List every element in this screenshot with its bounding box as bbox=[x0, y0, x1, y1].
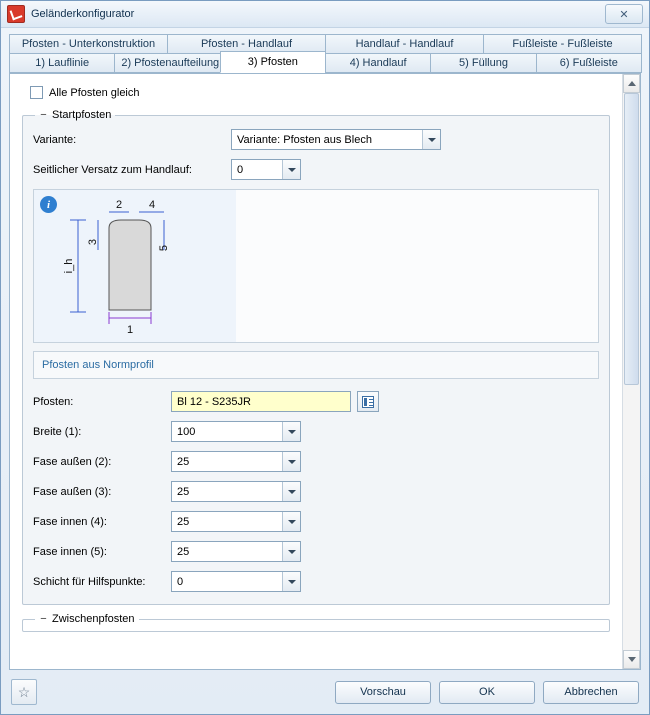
startpfosten-legend-label: Startpfosten bbox=[52, 109, 112, 121]
chevron-down-icon[interactable] bbox=[282, 542, 300, 561]
chevron-down-icon[interactable] bbox=[282, 160, 300, 179]
fase-aussen-3-row bbox=[33, 481, 599, 502]
pfosten-input[interactable]: Bl 12 - S235JR bbox=[171, 391, 351, 412]
chevron-down-icon[interactable] bbox=[282, 452, 300, 471]
schicht-hilfspunkte-label: Schicht für Hilfspunkte: bbox=[33, 575, 146, 588]
tab-pfosten[interactable]: 3) Pfosten bbox=[220, 51, 326, 73]
breite-select[interactable] bbox=[171, 421, 301, 442]
fase-aussen-2-row bbox=[33, 451, 599, 472]
star-icon: ☆ bbox=[17, 684, 31, 700]
app-logo-icon bbox=[7, 5, 25, 23]
tab-lauflinie[interactable]: 1) Lauflinie bbox=[9, 53, 115, 73]
tab-fuellung[interactable]: 5) Füllung bbox=[430, 53, 536, 73]
scrollbar-thumb[interactable] bbox=[624, 93, 639, 385]
window-title: Geländerkonfigurator bbox=[31, 8, 135, 20]
schicht-hilfspunkte-row bbox=[33, 571, 599, 592]
fase-innen-4-value: 25 bbox=[177, 515, 190, 528]
zwischenpfosten-legend-label: Zwischenpfosten bbox=[52, 613, 135, 625]
pfosten-picker-button[interactable] bbox=[357, 391, 379, 412]
post-profile-drawing bbox=[34, 190, 236, 342]
fase-aussen-3-value: 25 bbox=[177, 485, 190, 498]
favorite-button[interactable] bbox=[11, 679, 37, 705]
scroll-down-button[interactable] bbox=[623, 650, 640, 669]
tab-handlauf[interactable]: 4) Handlauf bbox=[325, 53, 431, 73]
zwischenpfosten-legend bbox=[35, 613, 139, 625]
chevron-down-icon[interactable] bbox=[282, 422, 300, 441]
fase-innen-4-row bbox=[33, 511, 599, 532]
arrow-down-icon bbox=[628, 657, 636, 662]
close-window-button[interactable]: ✕ bbox=[605, 4, 643, 24]
collapse-startpfosten-icon[interactable]: − bbox=[40, 109, 47, 121]
fase-aussen-2-select[interactable] bbox=[171, 451, 301, 472]
chevron-down-icon[interactable] bbox=[282, 572, 300, 591]
pfosten-form bbox=[10, 74, 622, 669]
fase-innen-5-select[interactable] bbox=[171, 541, 301, 562]
fase-innen-4-label: Fase innen (4): bbox=[33, 515, 107, 528]
chevron-down-icon[interactable] bbox=[282, 512, 300, 531]
tab-area bbox=[1, 28, 649, 73]
normprofil-link-box[interactable] bbox=[33, 351, 599, 379]
variant-label: Variante: bbox=[33, 133, 77, 146]
breite-label: Breite (1): bbox=[33, 425, 82, 438]
scrollbar-track[interactable] bbox=[623, 93, 640, 650]
fase-innen-5-value: 25 bbox=[177, 545, 190, 558]
pfosten-label: Pfosten: bbox=[33, 395, 74, 408]
profile-diagram-svg bbox=[34, 190, 236, 342]
all-posts-equal-label: Alle Pfosten gleich bbox=[49, 86, 140, 99]
offset-row bbox=[33, 159, 599, 180]
vorschau-button[interactable]: Vorschau bbox=[335, 681, 431, 704]
abbrechen-button[interactable]: Abbrechen bbox=[543, 681, 639, 704]
offset-label: Seitlicher Versatz zum Handlauf: bbox=[33, 163, 192, 176]
tab-pfostenaufteilung[interactable]: 2) Pfostenaufteilung bbox=[114, 53, 220, 73]
chevron-down-icon[interactable] bbox=[282, 482, 300, 501]
title-bar bbox=[1, 1, 649, 28]
vertical-scrollbar[interactable] bbox=[622, 74, 640, 669]
tab-handlauf-handlauf[interactable]: Handlauf - Handlauf bbox=[325, 34, 484, 54]
svg-text:1: 1 bbox=[126, 324, 134, 336]
tab-row-steps bbox=[9, 53, 641, 73]
variant-value: Variante: Pfosten aus Blech bbox=[237, 133, 372, 146]
fase-aussen-2-label: Fase außen (2): bbox=[33, 455, 112, 468]
fase-aussen-3-select[interactable] bbox=[171, 481, 301, 502]
scroll-up-button[interactable] bbox=[623, 74, 640, 93]
svg-text:i_h: i_h bbox=[63, 258, 75, 274]
pfosten-aus-normprofil-link[interactable]: Pfosten aus Normprofil bbox=[42, 359, 154, 371]
zwischenpfosten-group bbox=[22, 613, 610, 632]
collapse-zwischenpfosten-icon[interactable]: − bbox=[40, 613, 47, 625]
startpfosten-group bbox=[22, 109, 610, 605]
schicht-hilfspunkte-value: 0 bbox=[177, 575, 184, 588]
fase-innen-5-label: Fase innen (5): bbox=[33, 545, 107, 558]
info-icon: i bbox=[40, 196, 57, 213]
svg-text:2: 2 bbox=[115, 199, 123, 211]
tab-fussleiste[interactable]: 6) Fußleiste bbox=[536, 53, 642, 73]
catalog-icon bbox=[362, 396, 374, 408]
tab-pfosten-unterkonstruktion[interactable]: Pfosten - Unterkonstruktion bbox=[9, 34, 168, 54]
variant-select[interactable] bbox=[231, 129, 441, 150]
fase-innen-4-select[interactable] bbox=[171, 511, 301, 532]
tab-fussleiste-fussleiste[interactable]: Fußleiste - Fußleiste bbox=[483, 34, 642, 54]
chevron-down-icon[interactable] bbox=[422, 130, 440, 149]
fase-aussen-2-value: 25 bbox=[177, 455, 190, 468]
all-posts-equal-row[interactable] bbox=[30, 86, 610, 99]
fase-aussen-3-label: Fase außen (3): bbox=[33, 485, 112, 498]
tab-pfosten-handlauf[interactable]: Pfosten - Handlauf bbox=[167, 34, 326, 54]
startpfosten-legend bbox=[35, 109, 115, 121]
offset-value: 0 bbox=[237, 163, 244, 176]
svg-text:5: 5 bbox=[158, 244, 170, 252]
breite-value: 100 bbox=[177, 425, 196, 438]
variant-row bbox=[33, 129, 599, 150]
ok-button[interactable]: OK bbox=[439, 681, 535, 704]
dialog-footer bbox=[1, 670, 649, 714]
content-panel bbox=[9, 73, 641, 670]
fase-innen-5-row bbox=[33, 541, 599, 562]
breite-row bbox=[33, 421, 599, 442]
pfosten-row bbox=[33, 391, 599, 412]
post-profile-preview bbox=[33, 189, 599, 343]
svg-text:4: 4 bbox=[148, 199, 156, 211]
all-posts-equal-checkbox[interactable] bbox=[30, 86, 43, 99]
arrow-up-icon bbox=[628, 81, 636, 86]
schicht-hilfspunkte-select[interactable] bbox=[171, 571, 301, 592]
svg-text:3: 3 bbox=[87, 238, 99, 246]
offset-select[interactable] bbox=[231, 159, 301, 180]
